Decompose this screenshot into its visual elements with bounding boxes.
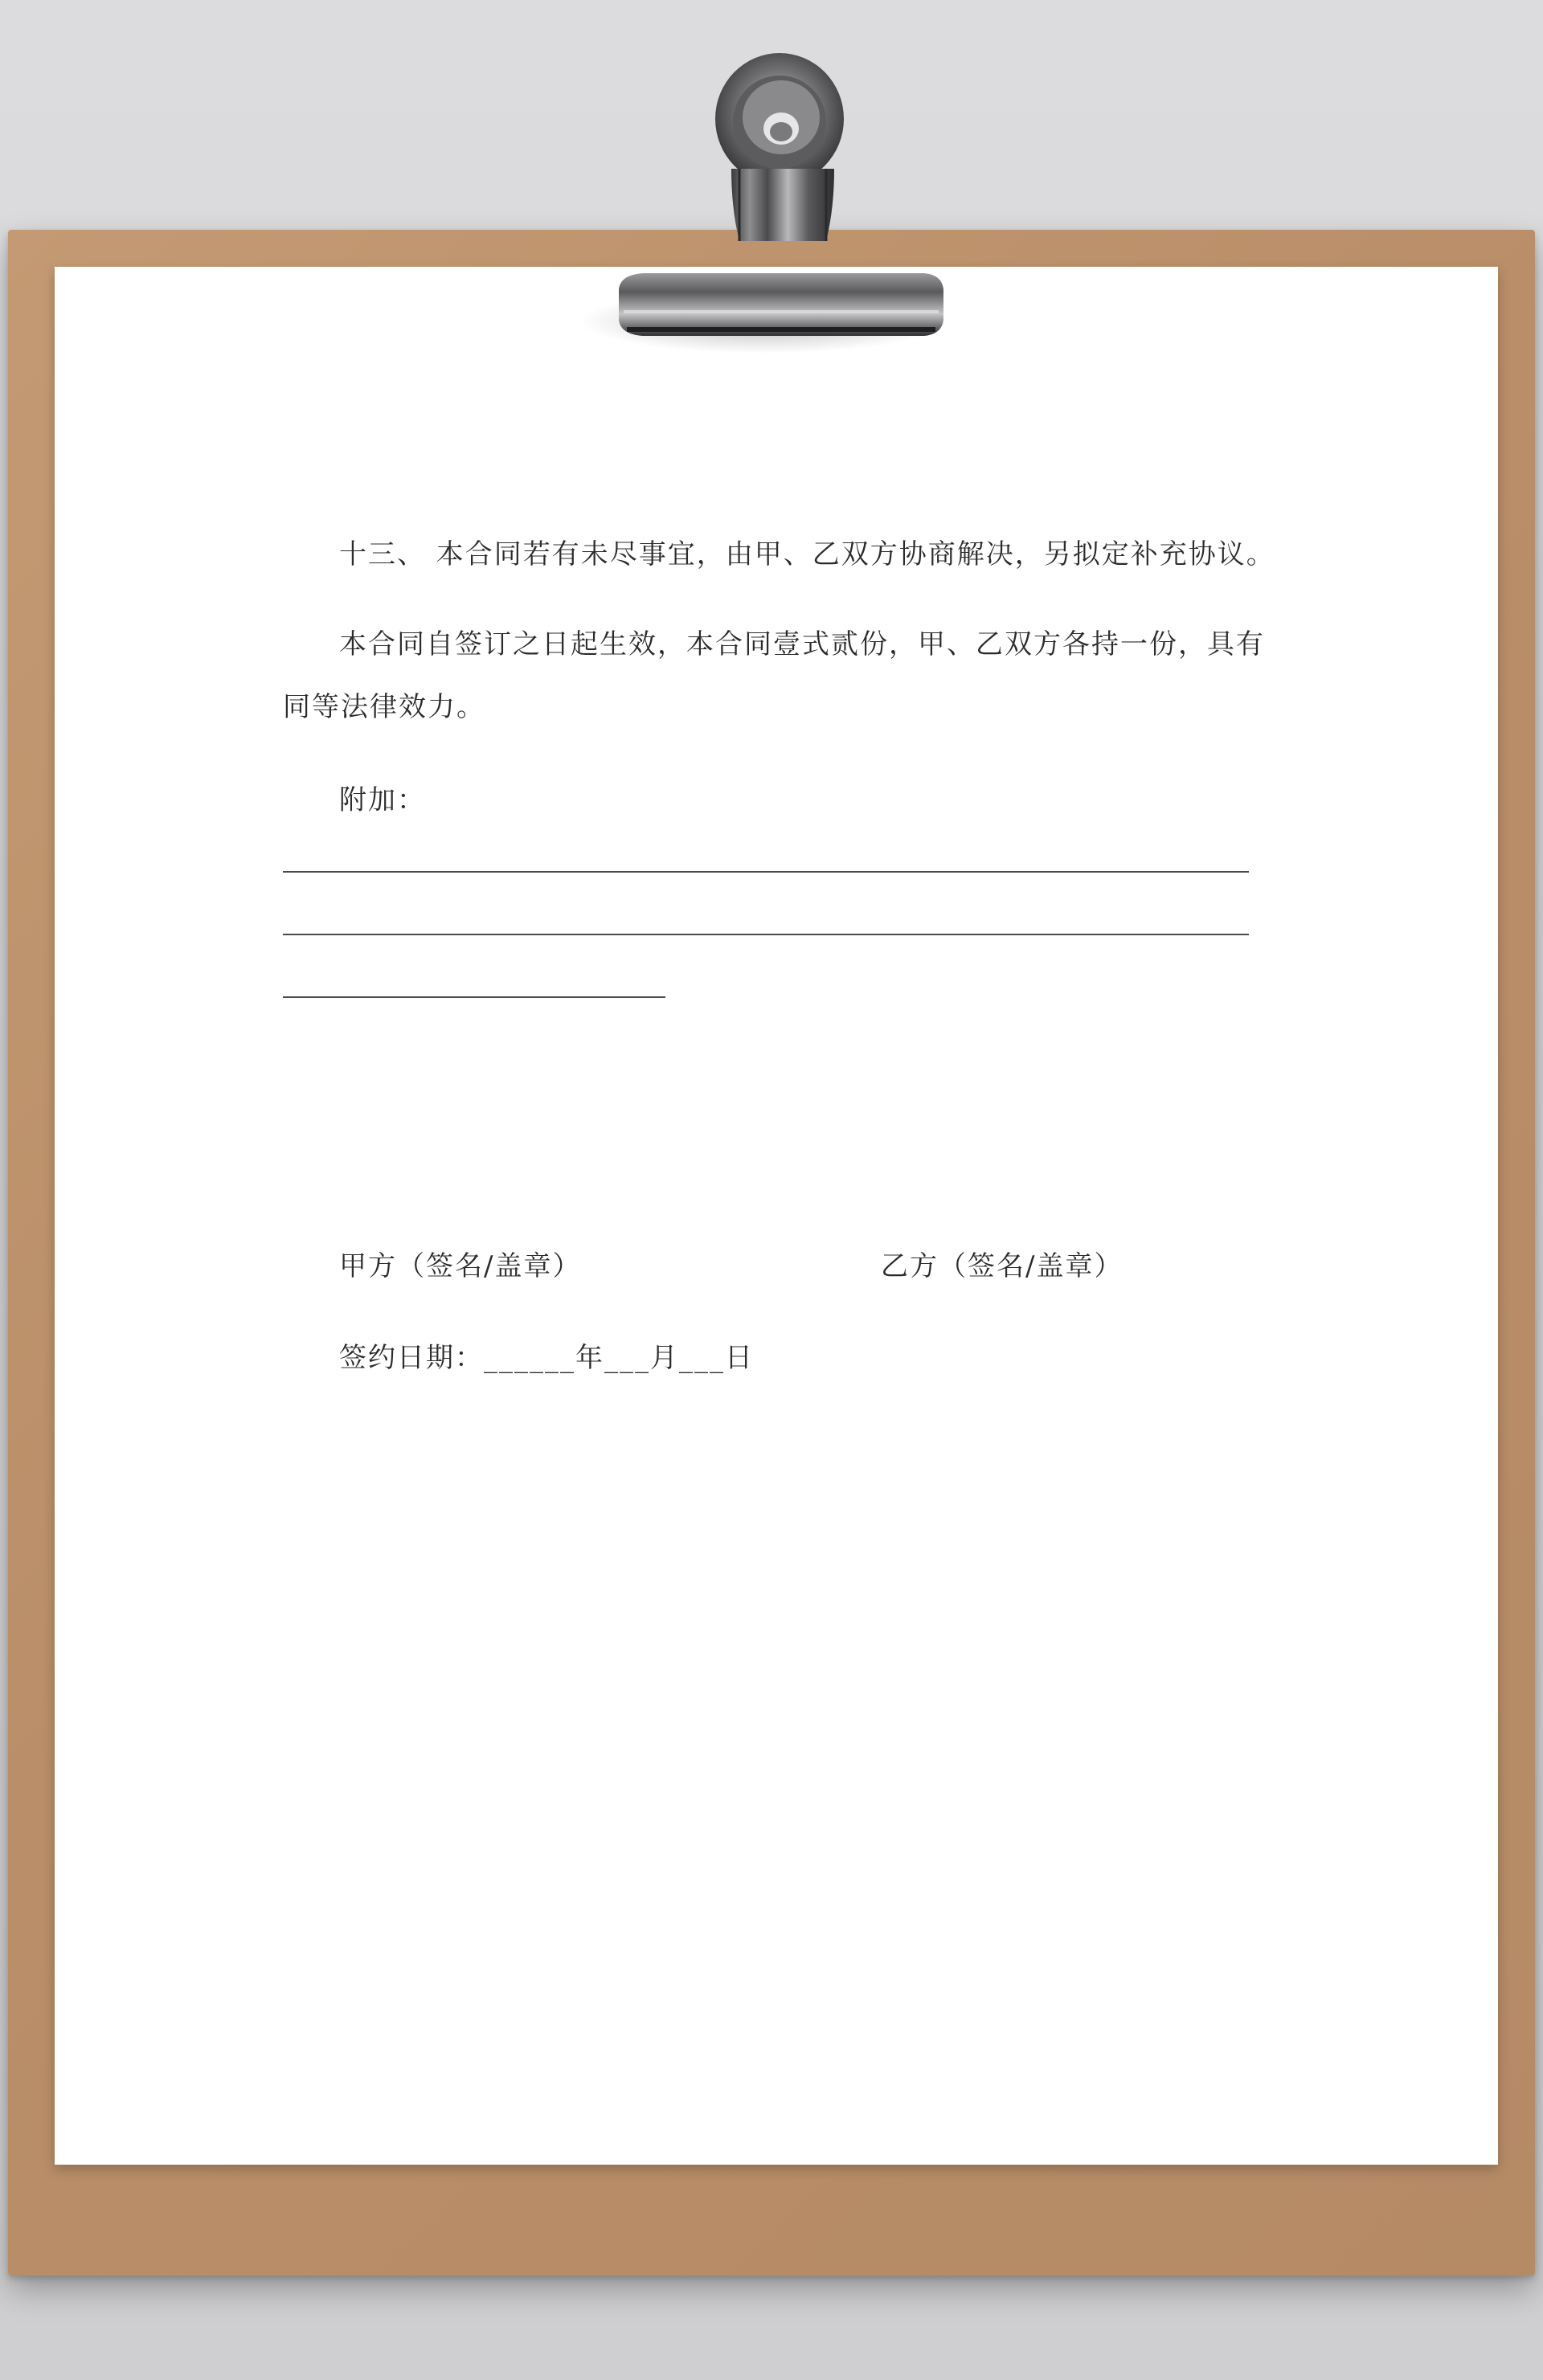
effect-clause-line-2: 同等法律效力。	[283, 691, 485, 723]
clause-13-text: 十三、 本合同若有未尽事宜，由甲、乙双方协商解决，另拟定补充协议。	[339, 538, 1275, 570]
appendix-label: 附加：	[339, 784, 426, 816]
effect-clause-line-1: 本合同自签订之日起生效，本合同壹式贰份，甲、乙双方各持一份，具有	[339, 628, 1265, 660]
appendix-line-1	[283, 871, 1249, 873]
contract-page	[55, 267, 1498, 2165]
party-a-signature-label: 甲方（签名/盖章）	[339, 1250, 582, 1282]
appendix-line-3	[283, 996, 665, 998]
party-b-signature-label: 乙方（签名/盖章）	[881, 1250, 1123, 1282]
appendix-line-2	[283, 934, 1249, 935]
binder-clip-icon	[611, 48, 948, 354]
sign-date-label: 签约日期：______年___月___日	[339, 1342, 754, 1374]
